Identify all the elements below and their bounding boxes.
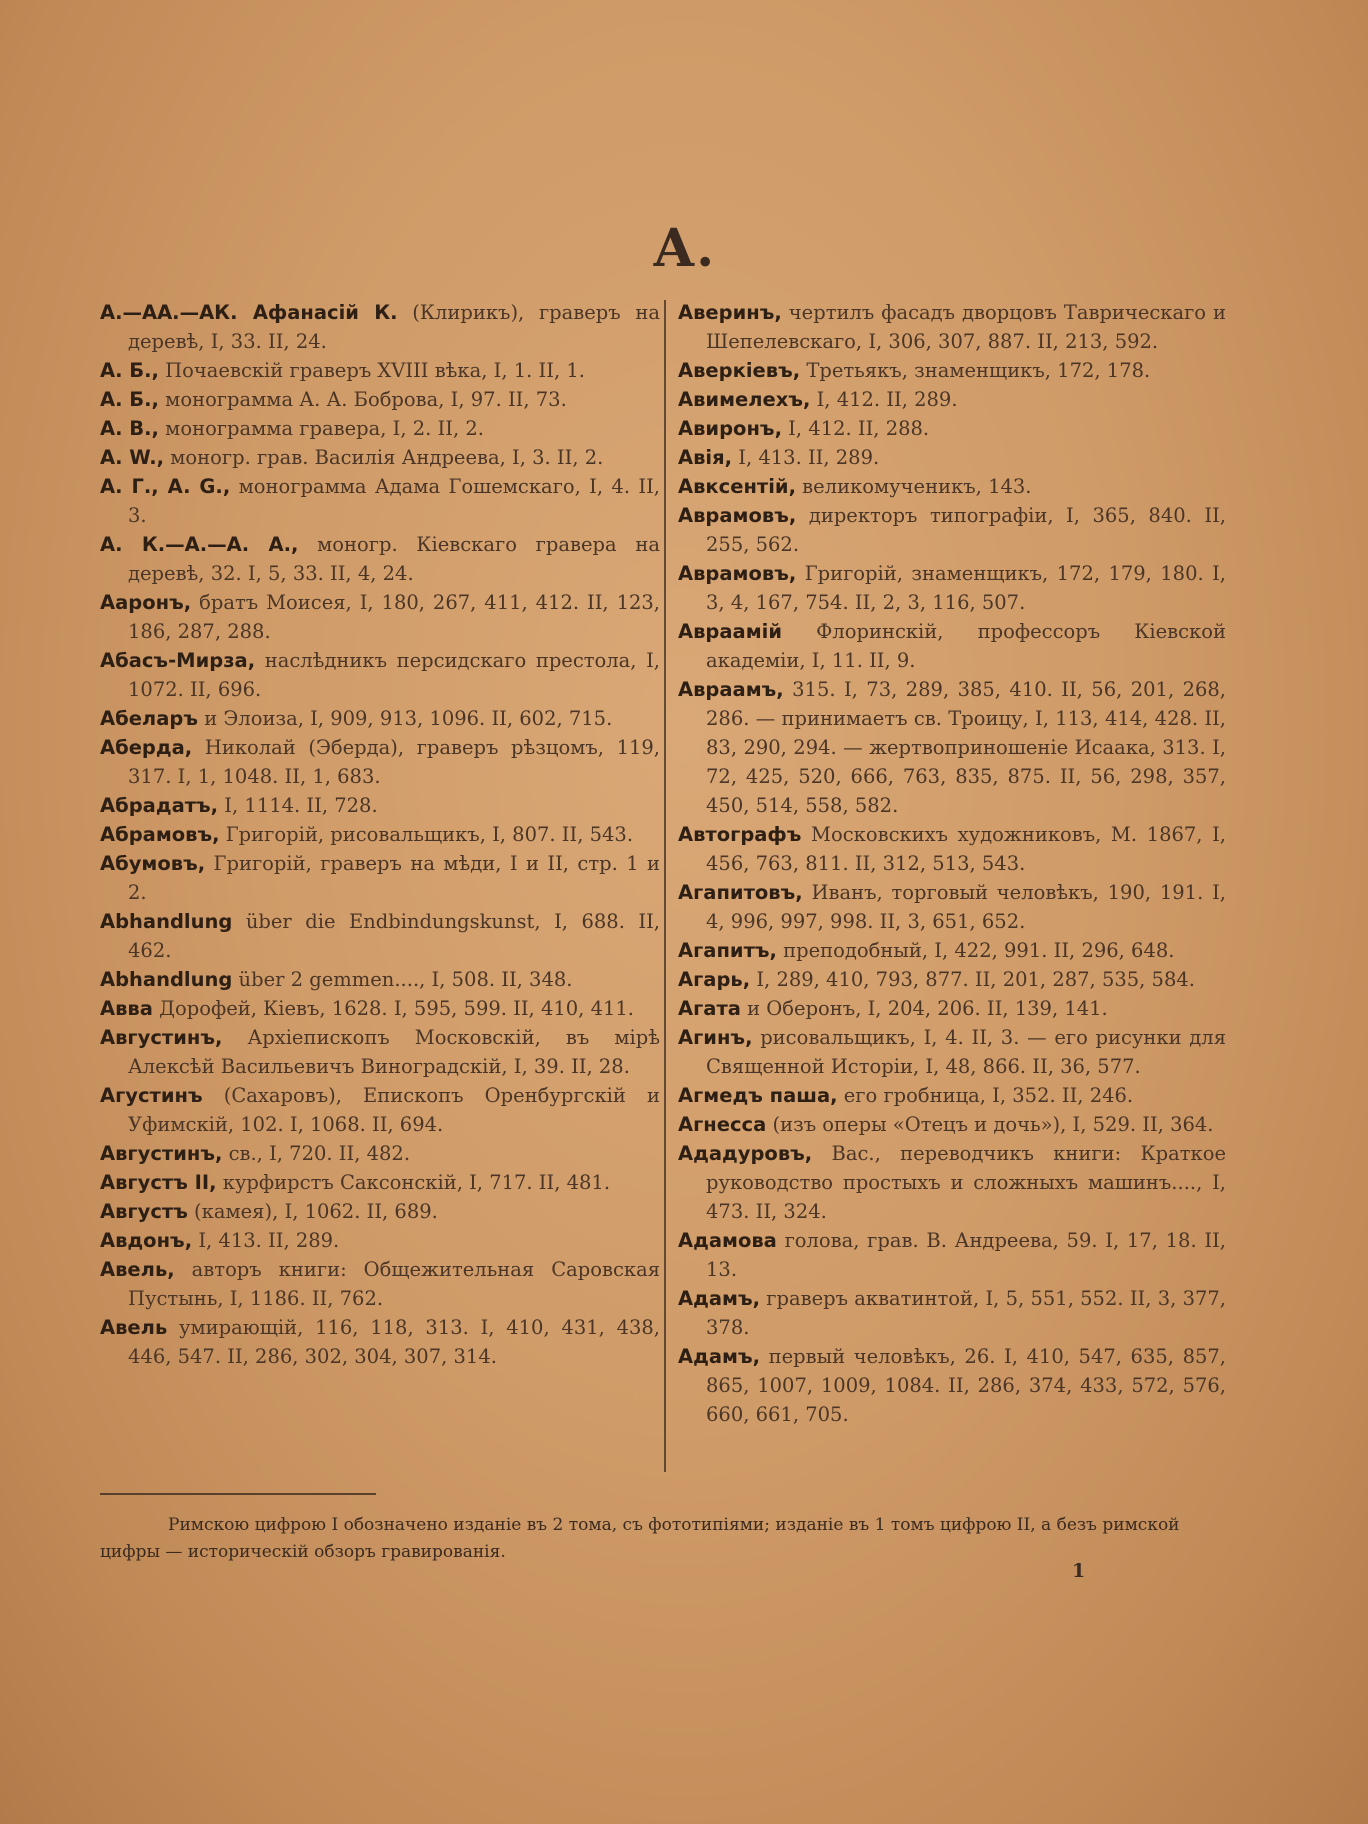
index-entry: Авксентій, великомученикъ, 143. xyxy=(678,475,1032,498)
index-entry: Августъ (камея), I, 1062. II, 689. xyxy=(100,1200,438,1223)
left-column xyxy=(100,298,660,1371)
right-column xyxy=(678,298,1226,1429)
index-entry: Августъ II, курфирстъ Саксонскій, I, 717. II, 481. xyxy=(100,1171,611,1194)
index-entry: Агустинъ (Сахаровъ), Епископъ Оренбургскій и Уфимскій, 102. I, 1068. II, 694. xyxy=(100,1084,660,1136)
index-entry: Агарь, I, 289, 410, 793, 877. II, 201, 287, 535, 584. xyxy=(678,968,1195,991)
index-entry: Ааронъ, братъ Моисея, I, 180, 267, 411, 412. II, 123, 186, 287, 288. xyxy=(100,591,660,643)
index-entry: Абасъ-Мирза, наслѣдникъ персидскаго престола, I, 1072. II, 696. xyxy=(100,649,660,701)
index-entry: Авраамъ, 315. I, 73, 289, 385, 410. II, 56, 201, 268, 286. — принимаетъ св. Троицу, I, 113, 414, 428. II, 83, 290, 294. — жертвоприношеніе Исаака, 313. I, 72, 425, 520, 666, 763, 835, 875. II, 56, 298, 357, 450, 514, 558, 582. xyxy=(678,678,1226,817)
page-number: 1 xyxy=(1072,1560,1086,1582)
index-entry: Авва Дорофей, Кіевъ, 1628. I, 595, 599. II, 410, 411. xyxy=(100,997,634,1020)
footnote-rule xyxy=(100,1493,376,1495)
index-entry: А. Б., Почаевскій граверъ XVIII вѣка, I, 1. II, 1. xyxy=(100,359,585,382)
index-entry: Аверинъ, чертилъ фасадъ дворцовъ Таврическаго и Шепелевскаго, I, 306, 307, 887. II, 213, 592. xyxy=(678,301,1226,353)
index-entry: Авиронъ, I, 412. II, 288. xyxy=(678,417,930,440)
index-entry: Авель, авторъ книги: Общежительная Саровская Пустынь, I, 1186. II, 762. xyxy=(100,1258,660,1310)
index-entry: Abhandlung über 2 gemmen...., I, 508. II, 348. xyxy=(100,968,573,991)
index-entry: Агапитовъ, Иванъ, торговый человѣкъ, 190, 191. I, 4, 996, 997, 998. II, 3, 651, 652. xyxy=(678,881,1226,933)
column-divider xyxy=(664,300,666,1472)
index-entry: Абрамовъ, Григорій, рисовальщикъ, I, 807. II, 543. xyxy=(100,823,634,846)
index-entry: Абумовъ, Григорій, граверъ на мѣди, I и II, стр. 1 и 2. xyxy=(100,852,660,904)
index-entry: Адамова голова, грав. В. Андреева, 59. I, 17, 18. II, 13. xyxy=(678,1229,1226,1281)
index-entry: Аврамовъ, Григорій, знаменщикъ, 172, 179, 180. I, 3, 4, 167, 754. II, 2, 3, 116, 507. xyxy=(678,562,1226,614)
index-entry: А. Г., A. G., монограмма Адама Гошемскаго, I, 4. II, 3. xyxy=(100,475,660,527)
index-entry: Адамъ, граверъ акватинтой, I, 5, 551, 552. II, 3, 377, 378. xyxy=(678,1287,1226,1339)
index-entry: А. К.—А.—А. А., моногр. Кіевскаго гравера на деревѣ, 32. I, 5, 33. II, 4, 24. xyxy=(100,533,660,585)
index-entry: Агмедъ паша, его гробница, I, 352. II, 246. xyxy=(678,1084,1134,1107)
index-entry: Абеларъ и Элоиза, I, 909, 913, 1096. II, 602, 715. xyxy=(100,707,613,730)
index-entry: Ададуровъ, Вас., переводчикъ книги: Краткое руководство простыхъ и сложныхъ машинъ...., I, 473. II, 324. xyxy=(678,1142,1226,1223)
index-entry: Агата и Оберонъ, I, 204, 206. II, 139, 141. xyxy=(678,997,1108,1020)
index-entry: А. В., монограмма гравера, I, 2. II, 2. xyxy=(100,417,484,440)
index-entry: Abhandlung über die Endbindungskunst, I, 688. II, 462. xyxy=(100,910,660,962)
index-entry: Авель умирающій, 116, 118, 313. I, 410, 431, 438, 446, 547. II, 286, 302, 304, 307, 314. xyxy=(100,1316,660,1368)
index-entry: А. Б., монограмма А. А. Боброва, I, 97. II, 73. xyxy=(100,388,567,411)
index-entry: Авія, I, 413. II, 289. xyxy=(678,446,880,469)
index-entry: Августинъ, Архіепископъ Московскій, въ мірѣ Алексѣй Васильевичъ Виноградскій, I, 39. II, 28. xyxy=(100,1026,660,1078)
index-entry: Авдонъ, I, 413. II, 289. xyxy=(100,1229,340,1252)
index-entry: Агнесса (изъ оперы «Отецъ и дочь»), I, 529. II, 364. xyxy=(678,1113,1214,1136)
index-entry: Автографъ Московскихъ художниковъ, М. 1867, I, 456, 763, 811. II, 312, 513, 543. xyxy=(678,823,1226,875)
index-entry: Авраамій Флоринскій, профессоръ Кіевской академіи, I, 11. II, 9. xyxy=(678,620,1226,672)
index-entry: Абрадатъ, I, 1114. II, 728. xyxy=(100,794,378,817)
section-letter: А. xyxy=(652,218,716,279)
index-entry: Адамъ, первый человѣкъ, 26. I, 410, 547, 635, 857, 865, 1007, 1009, 1084. II, 286, 374, 433, 572, 576, 660, 661, 705. xyxy=(678,1345,1226,1426)
index-entry: Агапитъ, преподобный, I, 422, 991. II, 296, 648. xyxy=(678,939,1175,962)
index-entry: Агинъ, рисовальщикъ, I, 4. II, 3. — его рисунки для Священной Исторіи, I, 48, 866. II, 36, 577. xyxy=(678,1026,1226,1078)
index-entry: Августинъ, св., I, 720. II, 482. xyxy=(100,1142,411,1165)
index-entry: Авимелехъ, I, 412. II, 289. xyxy=(678,388,958,411)
index-entry: Аберда, Николай (Эберда), граверъ рѣзцомъ, 119, 317. I, 1, 1048. II, 1, 683. xyxy=(100,736,660,788)
index-entry: А.—АА.—АК. Афанасій К. (Клирикъ), граверъ на деревѣ, I, 33. II, 24. xyxy=(100,301,660,353)
index-entry: А. W., моногр. грав. Василія Андреева, I, 3. II, 2. xyxy=(100,446,604,469)
index-entry: Аврамовъ, директоръ типографіи, I, 365, 840. II, 255, 562. xyxy=(678,504,1226,556)
index-entry: Аверкіевъ, Третьякъ, знаменщикъ, 172, 178. xyxy=(678,359,1151,382)
footnote: Римскою цифрою I обозначено изданіе въ 2 тома, съ фототипіями; изданіе въ 1 томъ цифрою II, а безъ римской цифры — историческій обзоръ гравированія. xyxy=(100,1515,1180,1562)
